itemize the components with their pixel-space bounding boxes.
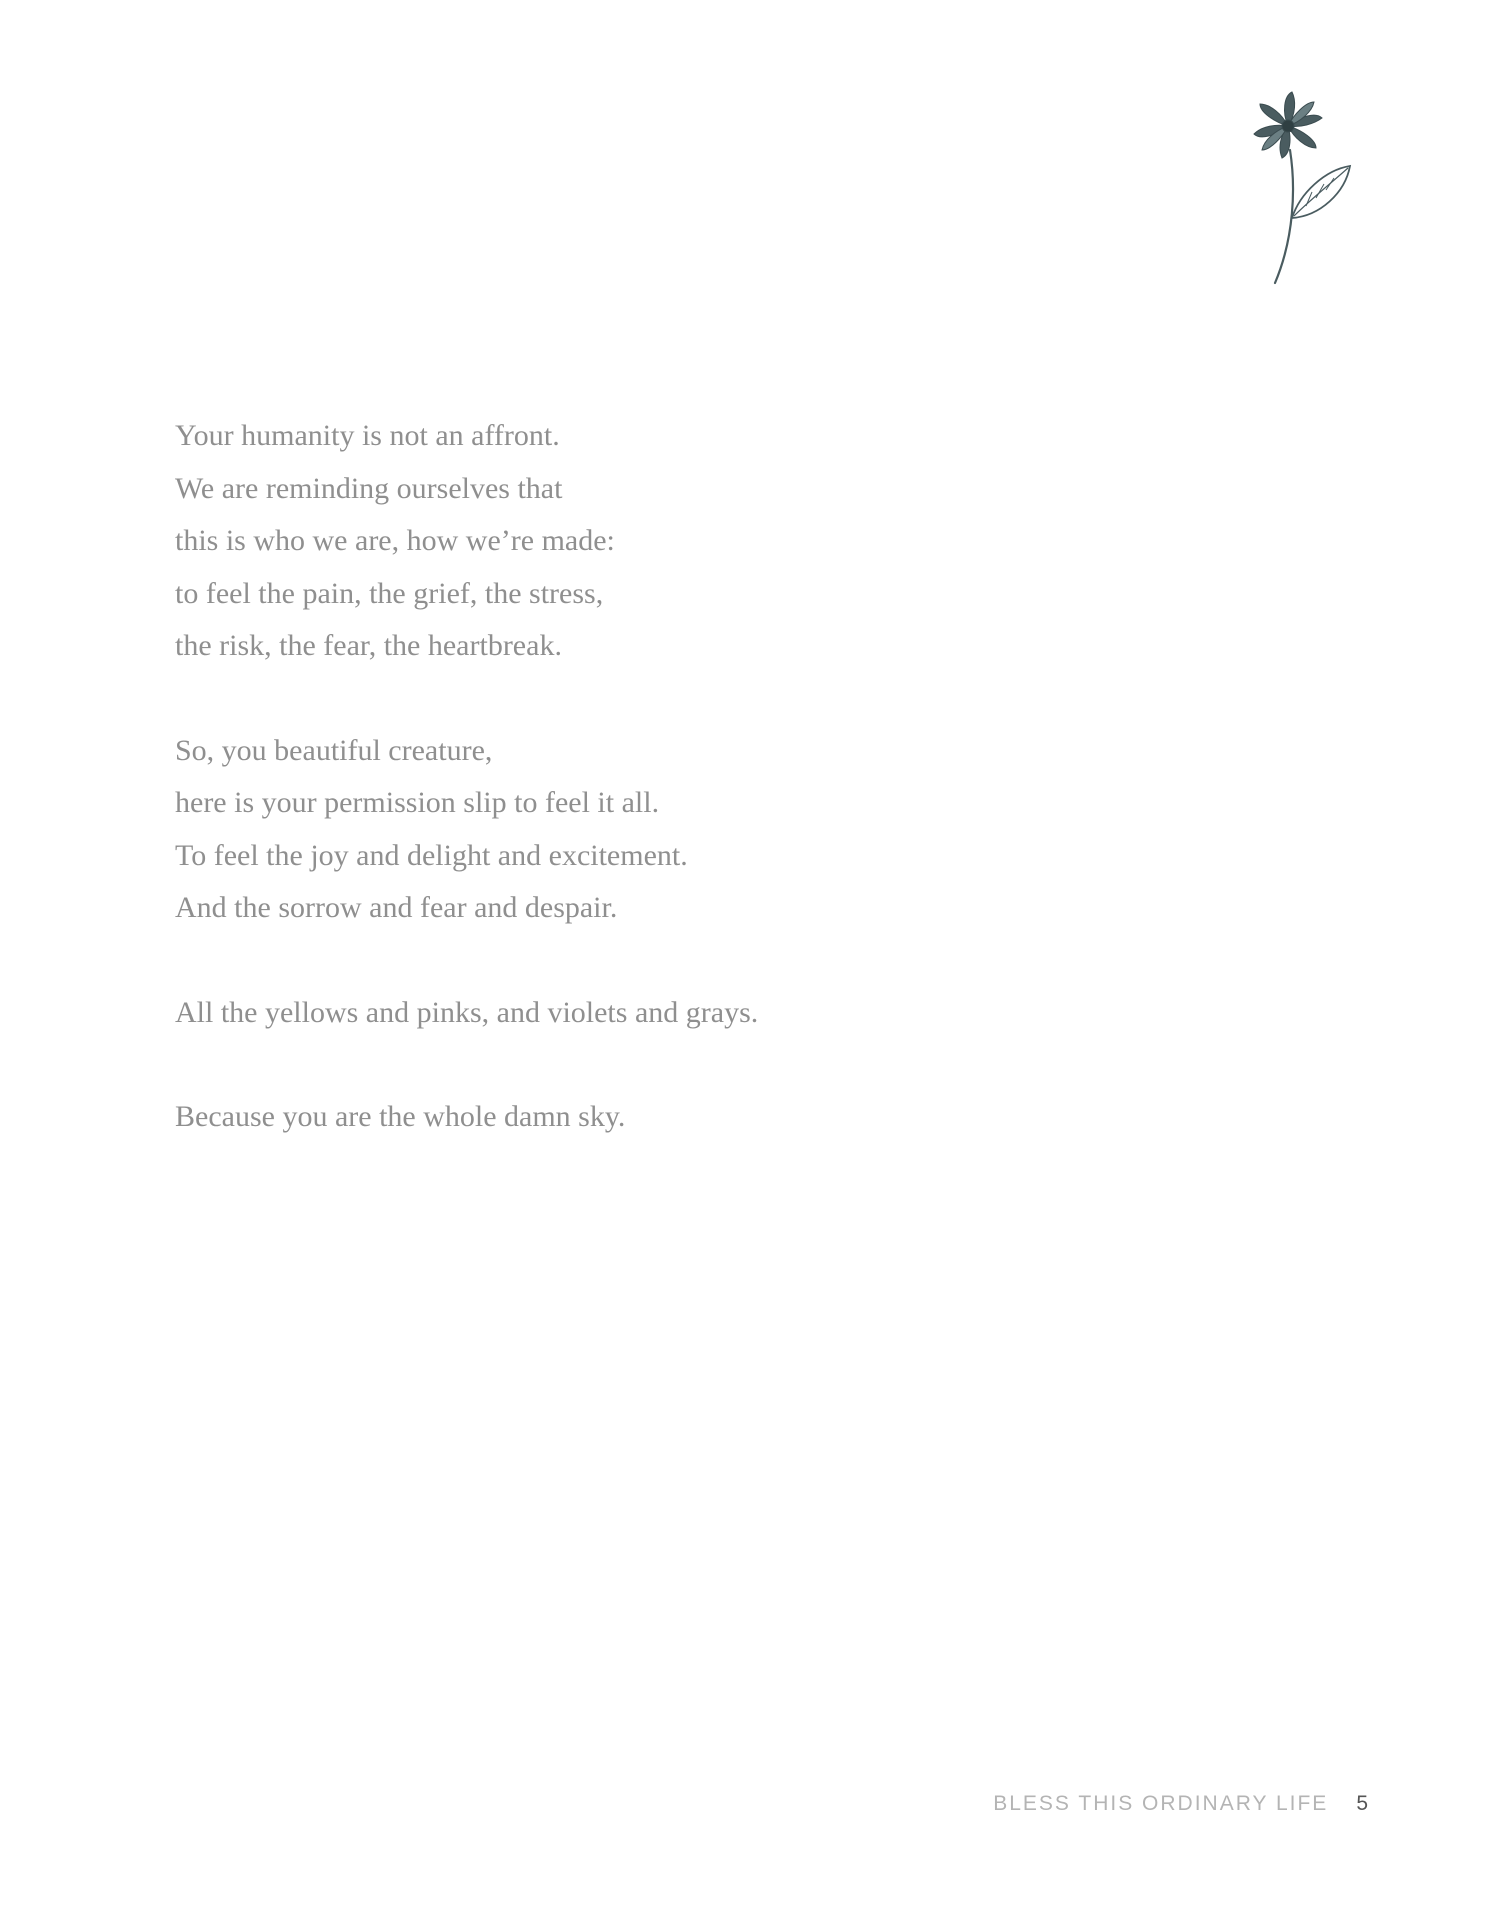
poem-line: Because you are the whole damn sky. xyxy=(175,1100,626,1133)
poem-line: Your humanity is not an affront. xyxy=(175,419,560,452)
poem-line: this is who we are, how we’re made: xyxy=(175,524,615,557)
book-title: BLESS THIS ORDINARY LIFE xyxy=(993,1792,1329,1815)
poem-line: to feel the pain, the grief, the stress, xyxy=(175,576,604,610)
stanza xyxy=(175,410,1075,673)
stanza xyxy=(175,1091,1075,1144)
page-number: 5 xyxy=(1356,1792,1368,1815)
poem-line: To feel the joy and delight and excitement. xyxy=(175,838,688,872)
flower-icon xyxy=(1250,88,1360,288)
poem-line: All the yellows and pinks, and violets and grays. xyxy=(175,995,759,1029)
page-footer xyxy=(993,1792,1368,1816)
stanza xyxy=(175,987,1075,1040)
poem-line: We are reminding ourselves that xyxy=(175,471,563,505)
poem-line: And the sorrow and fear and despair. xyxy=(175,891,618,924)
poem xyxy=(175,410,1075,1196)
stanza xyxy=(175,725,1075,935)
poem-line: So, you beautiful creature, xyxy=(175,733,493,767)
poem-line: here is your permission slip to feel it all. xyxy=(175,786,660,819)
poem-line: the risk, the fear, the heartbreak. xyxy=(175,629,562,662)
